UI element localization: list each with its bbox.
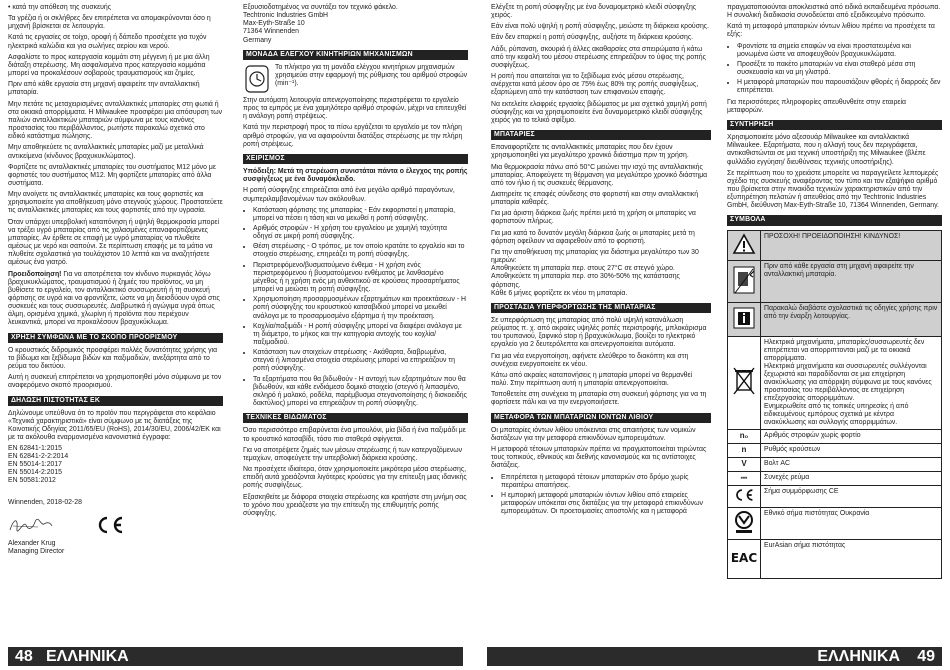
footer-left	[8, 647, 463, 666]
paragraph: • κατά την απόθεση της συσκευής	[8, 4, 112, 11]
section-heading-operation: ΧΕΙΡΙΣΜΟΣ	[243, 154, 468, 164]
drive-control-text: Το πλήκτρο για τη μονάδα ελέγχου κινητήριων μηχανισμών χρησιμεύει στην εφαρμογή της ρύθμισης του αριθμού στροφών (min⁻¹).	[275, 63, 468, 88]
table-row	[728, 485, 942, 507]
table-row	[728, 443, 942, 457]
list-item: • Επιτρέπεται η μεταφορά τέτοιων μπαταριών στο δρόμο χωρίς περαιτέρω απαιτήσεις.	[501, 474, 711, 490]
table-row	[728, 471, 942, 485]
paragraph: Για να αποτρέψετε ζημιές των μέσων στερέωσης ή των κατεργαζόμενων τεμαχίων, αποφεύγετε την υπερβολική διάρκεια κρούσης.	[243, 446, 463, 462]
paragraph: Σε περίπτωση που το χρειάστε μπορείτε να παραγγείλετε λεπτομερές σχέδιο της συσκευής αναφέροντας τον τύπο και τον εξαψήφιο αριθμό που βρίσκεται στην πινακίδα τεχνικών χαρακτηριστικών από την εξυπηρέτηση πελατών ή απευθείας από την Techtronic Industries GmbH, διεύθυνση Max-Eyth-Straße 10, 71364 Winnenden, Germany.	[727, 169, 939, 210]
paragraph: Μην ανοίγετε τις ανταλλακτικές μπαταρίες και τους φορτιστές και χρησιμοποιείτε για αποθήκευση μόνο στεγνούς χώρους. Προστατεύετε τις ανταλλακτικές μπαταρίες και τους φορτιστές από την υγρασία.	[8, 191, 223, 215]
signer-title: Managing Director	[8, 547, 65, 555]
signer-name: Alexander Krug	[8, 539, 56, 547]
list-item: • Αριθμός στροφών - Η χρήση του εργαλείου με χαμηλή ταχύτητα οδηγεί σε μικρή ροπή σύσφιγξης.	[253, 225, 468, 241]
symbol-description: ΠΡΟΣΟΧΗ! ΠΡΟΕΙΔΟΠΟΙΗΣΗ! ΚΙΝΔΥΝΟΣ!	[761, 230, 942, 260]
list-item: • Κατάσταση φόρτισης της μπαταρίας - Εάν εκφορτιστεί η μπαταρία, μπορεί να πέσει η τάση και να μειωθεί η ροπή σύσφιγξης.	[253, 207, 468, 223]
paragraph: Μην αποθηκεύετε τις ανταλλακτικές μπαταρίες μαζί με μεταλλικά αντικείμενα (κίνδυνος βραχυκυκλώματος).	[8, 144, 204, 160]
ce-mark-icon	[93, 515, 127, 535]
warning-text: Για να αποτρέπεται τον κίνδυνο πυρκαγιάς λόγω βραχυκυκλώματος, τραυματισμού ή ζημιές του προϊόντος, να μη βυθίσετε το εργαλείο, τον ανταλλακτικό συσσωρευτή ή τη συσκευή φόρτισης σε υγρά και να φροντίζετε, ώστε να μη διεισδύουν υγρά στις συσκευές και τους συσσωρευτές. Διαβρωτικά ή αγώγιμα υγρά όπως άλμη, ορισμένα χημικά, χλωρίνη ή προϊόντα που περιέχουν λευκαντικά, μπορεί να προκαλέσουν βραχυκύκλωμα.	[8, 270, 220, 327]
footer-right	[487, 647, 942, 666]
paragraph: Ελέγξτε τη ροπή σύσφιγξης με ένα δυναμομετρικό κλειδί σύσφιγξης χειρός.	[491, 4, 697, 20]
column-2	[243, 4, 468, 521]
paragraph: Για μια νέα ενεργοποίηση, αφήνετε ελεύθερο το διακόπτη και στη συνέχεια ενεργοποιείτε εκ νέου.	[491, 352, 689, 368]
symbol-description: Ηλεκτρικά μηχανήματα, μπαταρίες/συσσωρευτές δεν επιτρέπεται να απορριπτονται μαζί με τα οικιακά απορρίμματα. Ηλεκτρικά μηχανήματα και συσσωρευτές συλλέγονται ξεχωριστά και παραδίδονται σε μια επιχείρηση ανακύκλωσης για απόρριψη σύμφωνα με τους κανόνες προστασίας του περιβάλλοντος σε επιχείρηση επεξεργασίας απορριμμάτων. Ενημερωθείτε από τις τοπικές υπηρεσίες ή από ειδικευμένους εμπόρους σχετικά με κέντρα ανακύκλωσης και συλλογής απορριμμάτων.	[761, 336, 942, 429]
symbol-description: Ρυθμός κρούσεων	[761, 443, 942, 457]
symbol-description: Βολτ AC	[761, 457, 942, 471]
standards-list	[8, 445, 223, 485]
eac-mark-icon	[730, 548, 758, 566]
paragraph: Η ροπή που απαιτείται για το ξεβίδωμα ενός μέσου στερέωσης, ανέρχεται κατά μέσον όρο σε 75% έως 80% της ροπής συσφίγξεως, εξαρτώμενη από την κατάσταση των επιφανειών επαφής.	[491, 73, 699, 97]
paragraph: Όταν υπάρχει υπερβολική καταπόνηση ή υψηλή θερμοκρασία μπορεί να τρέξει υγρό μπαταρίας από τις χαλασμένες επαναφορτιζόμενες μπαταρίες. Αν έρθετε σε επαφή με υγρό μπαταρίας να πλυθείτε αμέσως με νερό και σαπούνι. Σε περίπτωση επαφής με τα μάτια να πλυθείτε σχολαστικά για τουλάχιστον 10 λεπτά και να αναζητήσετε αμέσως ένα γιατρό.	[8, 218, 220, 267]
section-heading-batteries: ΜΠΑΤΑΡΙΕΣ	[491, 130, 711, 140]
authorized-address	[243, 4, 468, 45]
paragraph: Μην πετάτε τις μεταχειρισμένες ανταλλακτικές μπαταρίες στη φωτιά ή στα οικιακά απορρίμματα. Η Milwaukee προσφέρει μια απόσυρση των παλιών ανταλλακτικών μπαταριών σύμφωνα με τους κανόνες προστασίας του περιβάλλοντος, ρωτήστε παρακαλώ σχετικά στο ειδικό κατάστημα πώλησης.	[8, 100, 223, 141]
paragraph: Για την αποθήκευση της μπαταρίας για διάστημα μεγαλύτερο των 30 ημερών: Αποθηκεύετε τη μπαταρία περ. στους 27°C σε στεγνό χώρο. Αποθηκεύετε τη μπαταρία περ. στο 30%-50% της κατάστασης φόρτισης. Κάθε 6 μήνες φορτίζετε εκ νέου τη μπαταρία.	[491, 248, 699, 297]
table-row	[728, 302, 942, 336]
paragraph: Στην αυτόματη λειτουργία απενεργοποίησης περιστρέφεται το εργαλείο προς τα εμπρός με ένα χαμηλότερο αριθμό στροφών, μέχρι να επιτευχθεί η ανάλογη ροπή στρέψεως.	[243, 96, 467, 121]
section-heading-overload-protection: ΠΡΟΣΤΑΣΙΑ ΥΠΕΡΦΟΡΤΩΣΗΣ ΤΗΣ ΜΠΑΤΑΡΙΑΣ	[491, 303, 711, 313]
volt-symbol: V	[741, 458, 747, 468]
no-load-speed-symbol: n₀	[739, 430, 749, 440]
paragraph: Πριν από κάθε εργασία στη μηχανή αφαιρείτε την ανταλλακτική μπαταρία.	[8, 81, 200, 97]
paragraph: Διατηρείτε τις επαφές σύνδεσης στο φορτιστή και στην ανταλλακτική μπαταρία καθαρές.	[491, 190, 699, 207]
section-heading-maintenance: ΣΥΝΤΗΡΗΣΗ	[727, 120, 942, 130]
direct-current-symbol: ⎓	[740, 472, 748, 482]
drive-control-button-icon	[243, 64, 271, 94]
list-item: • Η εμπορική μεταφορά μπαταριών ιόντων λιθίου από εταιρείες μεταφορών υπόκειται στις διατάξεις για την μεταφορά επικινδύνων εμπορευμάτων. Οι προετοιμασίες αποστολής και η μεταφορά	[501, 492, 711, 516]
section-heading-symbols: ΣΥΜΒΟΛΑ	[727, 215, 942, 225]
table-row	[728, 429, 942, 443]
paragraph: Εξασκηθείτε με διάφορα στοιχεία στερέωσης και κρατήστε στη μνήμη σας το χρόνο που χρειάζεστε για την επίτευξη της επιθυμητής ροπής σύσφιγξης.	[243, 493, 467, 517]
standard-item: EN 55014-2:2015	[8, 469, 63, 477]
symbol-description: Πριν από κάθε εργασία στη μηχανή αφαιρείτε την ανταλλακτική μπαταρία.	[761, 260, 942, 302]
ce-mark-icon	[732, 488, 756, 502]
signature-image	[8, 516, 54, 534]
paragraph: Αυτή η συσκευή επιτρέπεται να χρησιμοποιηθεί μόνο σύμφωνα με τον αναφερόμενο σκοπό προορισμού.	[8, 374, 222, 390]
symbol-description: EurAsian σήμα πιστότητας	[761, 539, 942, 578]
list-item: • Η μεταφορά μπαταριών που παρουσιάζουν φθορές ή διαρροές δεν επιτρέπεται.	[737, 79, 942, 95]
table-row	[728, 260, 942, 302]
section-heading-screwing-techniques: ΤΕΧΝΙΚΕΣ ΒΙΔΩΜΑΤΟΣ	[243, 413, 468, 423]
column-4	[727, 4, 942, 579]
remove-battery-icon	[731, 263, 757, 297]
paragraph: Ο κρουστικός διδρομικός προσφέρει πολλές δυνατότητες χρήσης για το βίδωμα και ξεβίδωμα βιδών και παξιμαδιών, ανεξάρτητα από το ρεύμα του δικτύου.	[8, 346, 218, 371]
symbol-description: Παρακαλώ διαβάστε σχολαστικά τις οδηγίες χρήσης πριν από την έναρξη λειτουργίας.	[761, 302, 942, 336]
section-heading-declaration: ΔΗΛΩΣΗ ΠΙΣΤΟΤΗΤΑΣ ΕΚ	[8, 396, 223, 406]
note-bold: Υπόδειξη: Μετά τη στερέωση συνιστάται πάντα ο έλεγχος της ροπής συσφίγξεως με ένα δυναμόκλειδο.	[243, 168, 468, 184]
symbol-description: Αριθμός στροφών χωρίς φορτίο	[761, 429, 942, 443]
standard-item: EN 50581:2012	[8, 477, 56, 485]
paragraph: Η μεταφορά τέτοιων μπαταριών πρέπει να πραγματοποιείται τηρώντας τους τοπικούς, εθνικούς και διεθνής κανονισμούς και τις αντίστοιχες διατάξεις.	[491, 446, 707, 470]
paragraph: Λάδι, ρύπανση, σκουριά ή άλλες ακαθαρσίες στα σπειρώματα ή κάτω από την κεφαλή του μέσου στερέωσης επηρεάζουν το ύψος της ροπής συσφίγξεως.	[491, 45, 706, 69]
table-row	[728, 539, 942, 578]
paragraph: Δηλώνουμε υπεύθυνα ότι το προϊόν που περιγράφεται στο κεφάλαιο «Τεχνικά χαρακτηριστικά» είναι σύμφωνο με τις διατάξεις της Κοινοτικής Οδηγίας 2011/65/EU (RoHS), 2014/30/EU, 2006/42/EK και με τα ακόλουθα εναρμονισμένα κανονιστικά έγγραφα:	[8, 409, 221, 442]
section-heading-transport: ΜΕΤΑΦΟΡΑ ΤΩΝ ΜΠΑΤΑΡΙΩΝ ΙΟΝΤΩΝ ΛΙΘΙΟΥ	[491, 413, 711, 423]
standard-item: EN 62841-2-2:2014	[8, 453, 69, 461]
paragraph: Φορτίζετε τις ανταλλακτικές μπαταρίες του συστήματος M12 μόνο με φορτιστές του συστήματος M12. Μη φορτίζετε μπαταρίες από άλλα συστήματα.	[8, 163, 216, 187]
warning-paragraph	[8, 271, 223, 328]
section-heading-drive-control: ΜΟΝΑΔΑ ΕΛΕΓΧΟΥ ΚΙΝΗΤΗΡΙΩΝ ΜΗΧΑΝΙΣΜΩΝ	[243, 50, 468, 60]
paragraph: Όσο περισσότερο επιβαρύνεται ένα μπουλόνι, μία βίδα ή ένα παξιμάδι με το κρουστικό κατσαβίδι, τόσο πιο σταθερά σφίγγεται.	[243, 427, 466, 443]
paragraph: Κατά τις εργασίες σε τοίχο, οροφή ή δάπεδο προσέχετε για τυχόν ηλεκτρικά καλώδια και για σωλήνες αερίου και νερού.	[8, 34, 207, 50]
read-manual-icon	[731, 305, 757, 331]
place-date: Winnenden, 2018-02-28	[8, 499, 82, 507]
symbol-description: Συνεχές ρεύμα	[761, 471, 942, 485]
address-line: Techtronic Industries GmbH	[243, 12, 329, 20]
paragraph: Κατά την περιστροφή προς τα πίσω εργάζεται το εργαλείο με τον πλήρη αριθμό στροφών, για να αφαιρούνται διατάξεις στερέωσης με την πλήρη ροπή στρέψεως.	[243, 124, 463, 148]
warning-triangle-icon	[732, 233, 756, 255]
column-3	[491, 4, 711, 519]
table-row	[728, 457, 942, 471]
list-item: • Θέση στερέωσης - Ο τρόπος, με τον οποίο κρατάτε το εργαλείο και το στοιχείο στερέωσης, επηρεάζει τη ροπή σύσφιγξης.	[253, 243, 468, 259]
language-label-left: ΕΛΛΗΝΙΚΑ	[46, 648, 129, 665]
list-item: • Φροντίστε τα σημεία επαφών να είναι προστατευμένα και μονωμένα ώστε να αποφευχθούν βραχυκυκλώματα.	[737, 43, 942, 59]
paragraph: Κάτω από ακραίες καταπονήσεις η μπαταρία μπορεί να θερμανθεί πολύ. Στην περίπτωση αυτή η μπαταρία απενεργοποιείται.	[491, 371, 693, 388]
address-line: Germany	[243, 36, 272, 44]
torque-factors-list	[243, 207, 468, 409]
standard-item: EN 55014-1:2017	[8, 461, 63, 469]
table-row	[728, 507, 942, 539]
transport-list	[491, 474, 711, 517]
impact-rate-symbol: n	[741, 444, 747, 454]
address-line: Εξουσιοδοτημένος να συντάξει τον τεχνικό φάκελο.	[243, 4, 398, 11]
paragraph: πραγματοποιούνται αποκλειστικά από ειδικά εκπαιδευμένα πρόσωπα. Η συνολική διαδικασία συνοδεύεται από εξειδικευμένο πρόσωπο.	[727, 4, 941, 20]
paragraph: Εάν δεν επαρκεί η ροπή σύσφιγξης, αυξήστε τη διάρκεια κρούσης.	[491, 34, 694, 42]
transport-precautions-list	[727, 43, 942, 96]
table-row	[728, 230, 942, 260]
paragraph: Για μια κατά το δυνατόν μεγάλη διάρκεια ζωής οι μπαταρίες μετά τη φόρτιση οφείλουν να αφαιρεθούν από το φορτιστή.	[491, 229, 695, 245]
symbols-table	[727, 230, 942, 579]
page-number-right: 49	[917, 648, 935, 665]
paragraph: Η ροπή σύσφιγξης επηρεάζεται από ένα μεγάλο αριθμό παραγόντων, συμπεριλαμβανομένων των ακόλουθων.	[243, 187, 455, 203]
table-row	[728, 336, 942, 429]
paragraph: Οι μπαταρίες ιόντων λιθίου υπόκεινται στις απαιτήσεις των νομικών διατάξεων για την μεταφορά επικινδύνων εμπορευμάτων.	[491, 426, 696, 442]
language-label-right: ΕΛΛΗΝΙΚΑ	[817, 648, 900, 665]
symbol-description: Εθνικό σήμα πιστότητας Ουκρανία	[761, 507, 942, 539]
drive-control-row	[243, 64, 468, 94]
svg-text:EAC: EAC	[730, 551, 758, 566]
ukraine-conformity-icon	[733, 510, 755, 534]
paragraph: Επαναφορτίζετε τις ανταλλακτικές μπαταρίες που δεν έχουν χρησιμοποιηθεί για μεγαλύτερο χρονικό διάστημα πριν τη χρήση.	[491, 144, 689, 160]
list-item: • Χρησιμοποίηση προσαρμοσμένων εξαρτημάτων και προεκτάσεων - Η ροπή σύσφιγξης του κρουστικού κατσαβιδιού μπορεί να μειωθεί ανάλογα με το προσαρμοσμένο εξάρτημα ή την προέκταση.	[253, 296, 468, 320]
paragraph: Για περισσότερες πληροφορίες απευθυνθείτε στην εταιρεία μεταφορών.	[727, 98, 906, 114]
warning-label: Προειδοποίηση!	[8, 270, 62, 278]
paragraph: Ασφαλίστε το προς κατεργασία κομμάτι στη μέγγενη ή με μια άλλη διάταξη στερέωσης. Μη ασφαλισμένα προς κατεργασία κομμάτια μπορεί να προκαλέσουν σοβαρούς τραυματισμούς και ζημίες.	[8, 53, 210, 78]
list-item: • Κοχλία/παξιμάδι - Η ροπή σύσφιγξης μπορεί να διαφέρει ανάλογα με τη διάμετρο, το μήκος και την κατηγορία αντοχής του κοχλία/παξιμαδιού.	[253, 323, 468, 347]
paragraph: Για μια άριστη διάρκεια ζωής πρέπει μετά τη χρήση οι μπαταρίες να φορτιστούν πλήρως.	[491, 210, 696, 226]
paragraph: Τα γρέζια ή οι σκλήθρες δεν επιτρέπεται να απομακρύνονται όσο η μηχανή βρίσκεται σε λειτουργία.	[8, 15, 211, 31]
paragraph: Τοποθετείτε στη συνέχεια τη μπαταρία στη συσκευή φόρτισης για να τη φορτίσετε πάλι και να την ενεργοποιήσετε.	[491, 391, 707, 407]
paragraph: Μια θερμοκρασία πάνω από 50°C μειώνει την ισχύ της ανταλλακτικής μπαταρίας. Αποφεύγετε τη θέρμανση για μεγαλύτερο χρονικό διάστημα από τον ήλιο ή τις συσκευές θέρμανσης.	[491, 163, 708, 187]
crossed-bin-icon	[732, 366, 756, 396]
paragraph: Να προσέχετε ιδιαίτερα, όταν χρησιμοποιείτε μικρότερα μέσα στερέωσης, επειδή αυτά χρειάζονται λιγότερες κρούσεις για την επίτευξη μιας ιδανικής ροπής συσφίγξεως.	[243, 466, 467, 490]
section-heading-intended-use: ΧΡΗΣΗ ΣΥΜΦΩΝΑ ΜΕ ΤΟ ΣΚΟΠΟ ΠΡΟΟΡΙΣΜΟΥ	[8, 333, 223, 343]
paragraph: Να εκτελείτε ελαφριές εργασίες βιδώματος με μια σχετικά χαμηλή ροπή σύσφιγξης και να χρησιμοποιείτε ένα δυναμομετρικό κλειδί σύσφιγξης χειρός για το τελικό σφίξιμο.	[491, 100, 707, 124]
column-1	[8, 4, 223, 556]
address-line: Max-Eyth-Straße 10	[243, 20, 305, 28]
page-number-left: 48	[15, 648, 33, 665]
list-item: • Τα εξαρτήματα που θα βιδωθούν - Η αντοχή των εξαρτημάτων που θα βιδωθούν, και κάθε ενδιάμεσο δομικό στοιχείο (στεγνό ή λιπασμένο, σκληρό ή μαλακό, ροδέλα, παρέμβυσμα στεγανοποίησης ή δισκοειδής δακτύλιος) μπορεί να επηρεάζουν τη ροπή σύσφιγξης.	[253, 376, 468, 409]
paragraph: Εάν είναι πολύ υψηλή η ροπή σύσφιγξης, μειώστε τη διάρκεια κρούσης.	[491, 23, 710, 31]
list-item: • Προσέξτε το πακέτο μπαταριών να είναι σταθερό μέσα στη συσκευασία και να μη γλιστρά.	[737, 61, 942, 77]
symbol-description: Σήμα συμμόρφωσης CE	[761, 485, 942, 507]
paragraph: Κατά τη μεταφορά μπαταριών ιόντων λιθίου πρέπει να προσέχετε τα εξής:	[727, 23, 935, 39]
paragraph: Σε υπερφόρτωση της μπαταρίας από πολύ υψηλή κατανάλωση ρεύματος π. χ. από ακραίες υψηλές ροπές περιστροφής, μπλοκάρισμα του τρυπανιού, ξαφνικό stop ή βραχυκύκλωμα, βουίζει το ηλεκτρικό εργαλείο για 2 δευτερόλεπτα και απενεργοποιείται αυτόματα.	[491, 317, 707, 349]
list-item: • Κατάσταση των στοιχείων στερέωσης - Ακάθαρτα, διαβρωμένα, στεγνά ή λιπασμένα στοιχεία στερέωσης μπορεί να επηρεάζουν τη ροπή σύσφιγξης.	[253, 349, 468, 373]
paragraph: Χρησιμοποιείτε μόνο αξεσουάρ Milwaukee και ανταλλακτικά Milwaukee. Εξαρτήματα, που η αλλαγή τους δεν περιγράφεται, αντικαθιστώνται σε μια τεχνική υποστήριξη της Milwaukee (βλέπε φυλλάδιο εγγύηση/ διευθύνσεις τεχνικής υποστήριξης).	[727, 134, 926, 166]
address-line: 71364 Winnenden	[243, 28, 299, 36]
standard-item: EN 62841-1:2015	[8, 445, 63, 453]
list-item: • Περιστρεφόμενο/βυσματούμενο ένθεμα - Η χρήση ενός περιστρεφόμενου ή βυσματούμενου ενθέματος με λανθασμένο μέγεθος ή η χρήση ενός μη ανθεκτικού σε κρούσεις προσαρτήματος μπορεί να μειώσει τη ροπή σύσφιγξης.	[253, 262, 468, 295]
